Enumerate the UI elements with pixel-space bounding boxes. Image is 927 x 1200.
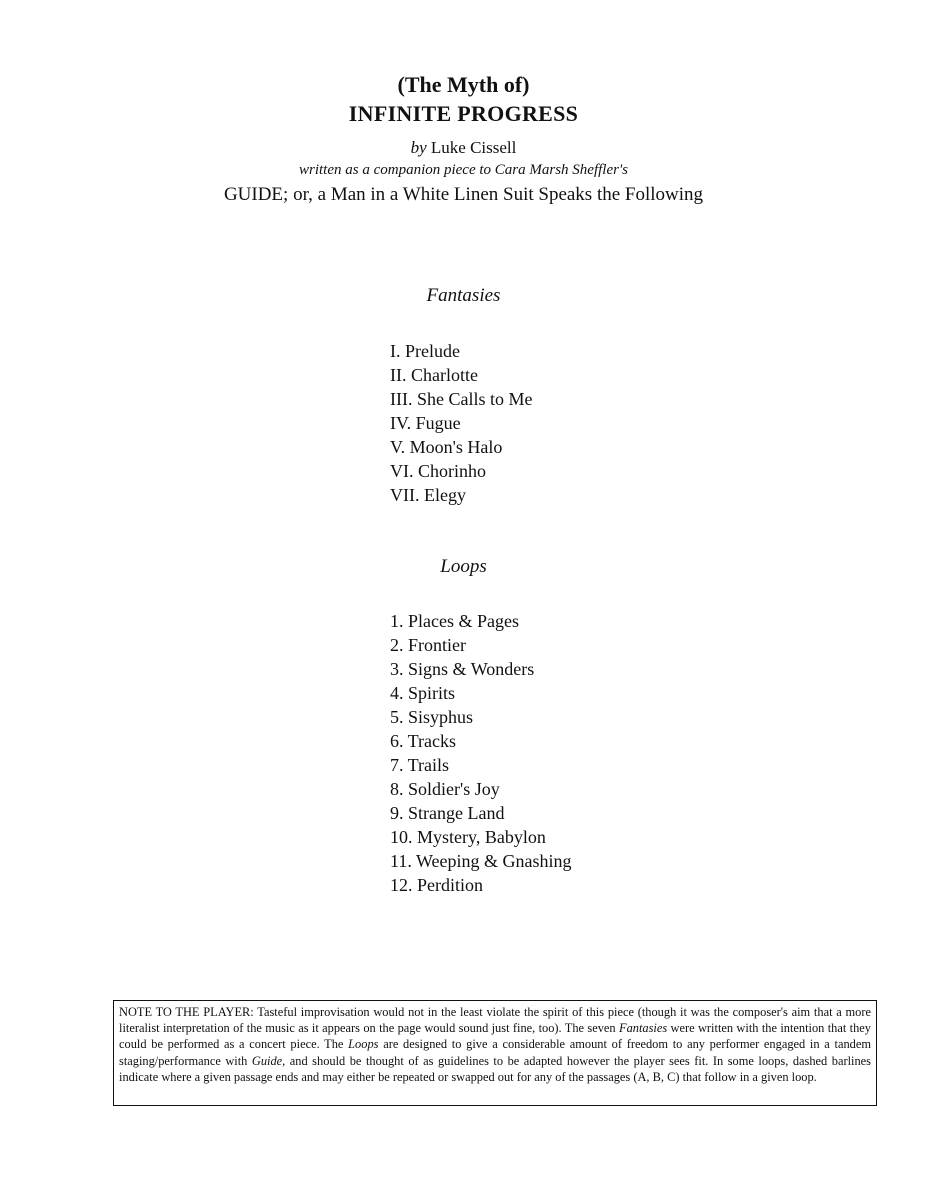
loops-heading: Loops — [440, 556, 487, 577]
loops-item: 4. Spirits — [390, 683, 456, 703]
fantasies-item: IV. Fugue — [390, 413, 461, 433]
page-title: INFINITE PROGRESS — [348, 101, 579, 126]
pre-title: (The Myth of) — [397, 72, 530, 97]
fantasies-item: VI. Chorinho — [390, 461, 486, 481]
note-to-player-box — [113, 1000, 877, 1106]
loops-item: 8. Soldier's Joy — [390, 779, 500, 799]
loops-item: 1. Places & Pages — [390, 611, 519, 631]
fantasies-item: V. Moon's Halo — [390, 437, 503, 457]
note-fantasies-word: Fantasies — [619, 1021, 668, 1036]
loops-item: 11. Weeping & Gnashing — [390, 851, 572, 871]
note-loops-word: Loops — [348, 1037, 379, 1052]
loops-item: 12. Perdition — [390, 875, 483, 895]
loops-item: 6. Tracks — [390, 731, 457, 751]
fantasies-heading: Fantasies — [426, 285, 501, 306]
fantasies-item: I. Prelude — [390, 341, 460, 361]
companion-work-title: GUIDE; or, a Man in a White Linen Suit Speaks the Following — [223, 184, 704, 205]
note-text: , and should be thought of as guidelines to be adapted however the player sees fit. In some loops, dashed barlines indicate where a given passage ends and may either be repeated or swapped out for any of the passages (A, B, C) that follow in a given loop. — [119, 1053, 871, 1084]
fantasies-item: III. She Calls to Me — [390, 389, 533, 409]
byline-prefix: by — [410, 138, 427, 157]
note-text: were written with the intention that they could be performed as a concert piece. The — [119, 1021, 872, 1052]
loops-item: 3. Signs & Wonders — [390, 659, 535, 679]
fantasies-item: VII. Elegy — [390, 485, 466, 505]
loops-item: 9. Strange Land — [390, 803, 505, 823]
note-guide-word: Guide — [251, 1053, 283, 1068]
note-text: NOTE TO THE PLAYER: Tasteful improvisation would not in the least violate the spirit of this piece (though it was the composer's aim that a more literalist interpretation of the music as it appears on the page would sound just fine, too). The seven — [119, 1005, 871, 1036]
loops-list — [390, 609, 572, 897]
author-name: Luke Cissell — [430, 138, 517, 157]
note-text: are designed to give a considerable amount of freedom to any performer engaged in a tandem staging/performance with — [119, 1037, 871, 1068]
companion-line: written as a companion piece to Cara Marsh Sheffler's — [298, 162, 629, 178]
fantasies-item: II. Charlotte — [390, 365, 478, 385]
fantasies-list — [390, 339, 532, 507]
loops-item: 7. Trails — [390, 755, 450, 775]
loops-item: 2. Frontier — [390, 635, 466, 655]
loops-item: 10. Mystery, Babylon — [390, 827, 546, 847]
byline — [0, 138, 927, 158]
loops-item: 5. Sisyphus — [390, 707, 474, 727]
